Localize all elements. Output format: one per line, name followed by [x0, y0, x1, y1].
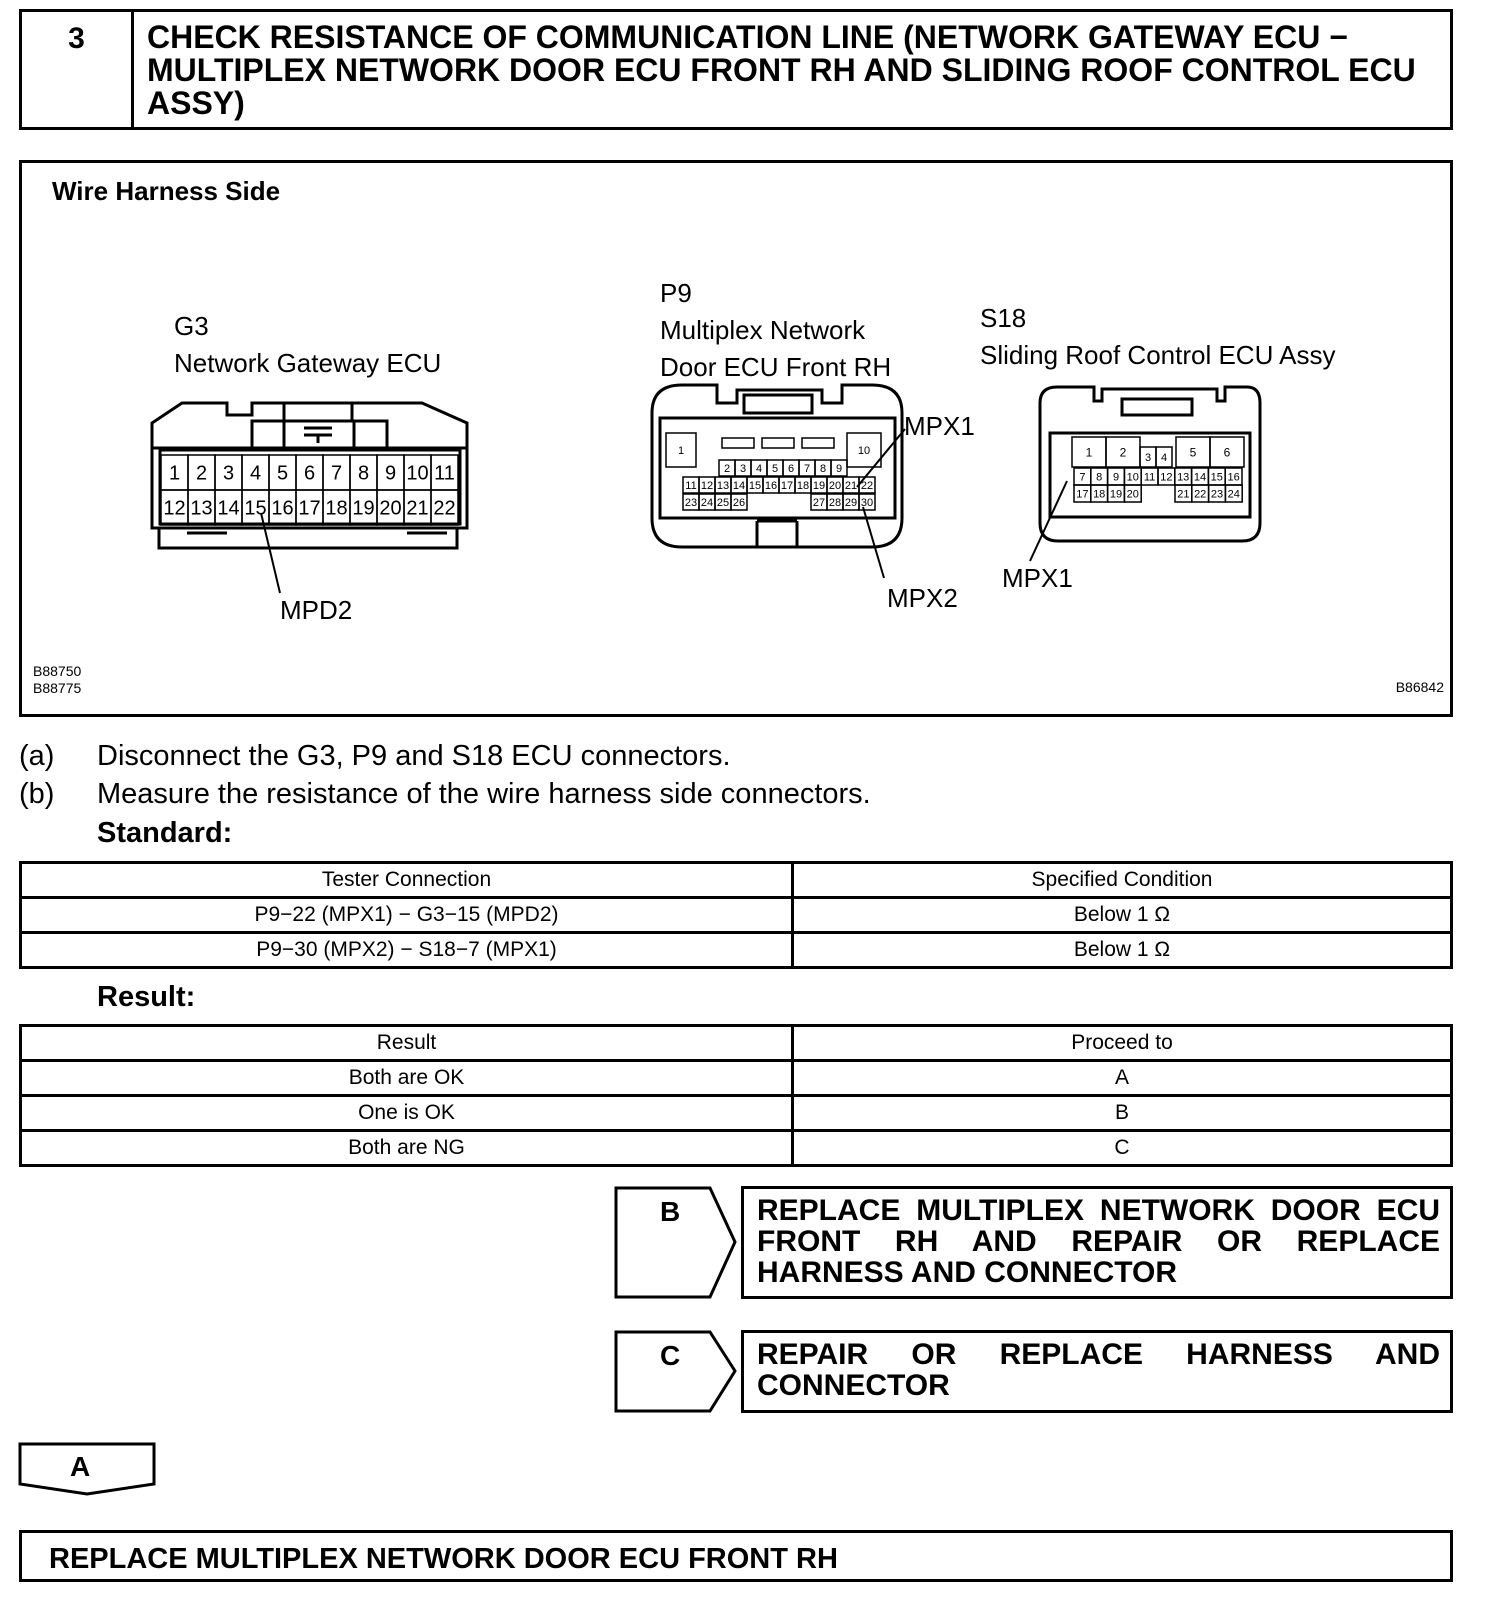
- branch-b-action: [741, 1186, 1453, 1299]
- step-header: [19, 9, 1453, 130]
- p9-pin-label: 12: [700, 479, 714, 492]
- s18-pin-label: 18: [1093, 488, 1106, 501]
- table-cell: Below 1 Ω: [793, 898, 1452, 933]
- p9-pin-label: 2: [723, 462, 731, 475]
- g3-pin-label: 10: [406, 462, 429, 485]
- g3-pin-label: 13: [190, 497, 213, 520]
- p9-pin-label: 20: [828, 479, 842, 492]
- table-cell: Both are OK: [21, 1061, 793, 1096]
- g3-pin-label: 21: [406, 497, 429, 520]
- s18-pin-label: 22: [1194, 488, 1207, 501]
- s18-name: Sliding Roof Control ECU Assy: [980, 340, 1336, 370]
- g3-pin-grid: [161, 455, 458, 525]
- g3-pin-label: 22: [433, 497, 456, 520]
- p9-pin-label: 22: [860, 479, 874, 492]
- g3-pin-label: 11: [434, 462, 455, 485]
- branch-c-line2: CONNECTOR: [757, 1369, 950, 1402]
- g3-pin-label: 7: [330, 462, 343, 485]
- s18-pin-label: 13: [1177, 471, 1190, 484]
- figure-code-left-2: B88775: [33, 680, 82, 696]
- table-header-cell: Result: [21, 1026, 793, 1061]
- p9-pin-label: 29: [844, 496, 858, 509]
- p9-slot-cell: [722, 438, 754, 448]
- p9-pin-label: 14: [732, 479, 746, 492]
- instruction-a-label: (a): [19, 740, 55, 772]
- step-number: 3: [22, 12, 134, 127]
- p9-pin-label: 27: [812, 496, 826, 509]
- s18-pin-label: 24: [1227, 488, 1240, 501]
- g3-pin-label: 4: [249, 462, 262, 485]
- s18-pin-label: 17: [1076, 488, 1089, 501]
- figure-title: Wire Harness Side: [52, 176, 281, 206]
- g3-pin-label: 17: [298, 497, 321, 520]
- instruction-a-text: Disconnect the G3, P9 and S18 ECU connectors.: [97, 740, 731, 772]
- standard-heading: Standard:: [97, 817, 233, 849]
- s18-pin-label: 23: [1210, 488, 1224, 501]
- g3-pin-label: 20: [379, 497, 402, 520]
- p9-pin-label: 17: [780, 479, 794, 492]
- g3-pin-label: 1: [168, 462, 181, 485]
- g3-pin-label: 14: [217, 497, 240, 520]
- s18-pin-label: 4: [1160, 451, 1168, 464]
- s18-pin-label: 12: [1160, 471, 1173, 484]
- table-row: [21, 933, 1452, 968]
- s18-pin-label: 11: [1143, 471, 1156, 484]
- table-row: [21, 1061, 1452, 1096]
- p9-pin-label: 21: [844, 479, 858, 492]
- branch-c-line1: REPAIR OR REPLACE HARNESS AND: [757, 1338, 1440, 1371]
- p9-slot-cell: [802, 438, 834, 448]
- branch-b-label: B: [660, 1196, 681, 1227]
- s18-pin-label: 6: [1223, 445, 1231, 460]
- s18-pin-label: 19: [1109, 488, 1123, 501]
- s18-pin-label: 7: [1079, 471, 1086, 484]
- s18-pin-label: 3: [1144, 451, 1152, 464]
- result-table: [19, 1024, 1453, 1167]
- s18-pin-label: 10: [1126, 471, 1139, 484]
- g3-pin-label: 12: [163, 497, 186, 520]
- table-cell: P9−30 (MPX2) − S18−7 (MPX1): [21, 933, 793, 968]
- s18-pin-label: 5: [1189, 445, 1197, 460]
- table-cell: Both are NG: [21, 1131, 793, 1166]
- p9-pin-label: 18: [796, 479, 810, 492]
- table-row: [21, 1096, 1452, 1131]
- p9-pin-grid: [666, 433, 881, 510]
- p9-pin-label: 4: [755, 462, 763, 475]
- p9-pin-label: 8: [819, 462, 827, 475]
- table-cell: One is OK: [21, 1096, 793, 1131]
- table-row: [21, 898, 1452, 933]
- table-cell: P9−22 (MPX1) − G3−15 (MPD2): [21, 898, 793, 933]
- p9-pin-label: 28: [828, 496, 842, 509]
- wiring-figure: [19, 160, 1453, 717]
- p9-pin-label: 25: [716, 496, 730, 509]
- p9-callout-mpx2: MPX2: [887, 583, 958, 613]
- p9-pin-label: 7: [803, 462, 811, 475]
- final-action: REPLACE MULTIPLEX NETWORK DOOR ECU FRONT RH: [19, 1530, 1453, 1582]
- p9-slot-cell: [762, 438, 794, 448]
- table-cell: B: [793, 1096, 1452, 1131]
- g3-pin-label: 9: [384, 462, 397, 485]
- table-header-cell: Specified Condition: [793, 863, 1452, 898]
- g3-pin-label: 15: [244, 497, 267, 520]
- p9-pin-label: 6: [787, 462, 795, 475]
- g3-pin-label: 19: [352, 497, 375, 520]
- g3-code: G3: [174, 311, 209, 341]
- s18-pin-label: 14: [1193, 471, 1207, 484]
- g3-pin-label: 5: [276, 462, 289, 485]
- branch-c-label: C: [660, 1340, 681, 1371]
- table-header-cell: Proceed to: [793, 1026, 1452, 1061]
- p9-pin-label: 3: [739, 462, 747, 475]
- table-header-row: [21, 863, 1452, 898]
- g3-pin-label: 6: [303, 462, 316, 485]
- s18-pin-label: 1: [1085, 445, 1093, 460]
- p9-pin-label: 16: [764, 479, 778, 492]
- s18-pin-label: 2: [1119, 445, 1127, 460]
- table-header-row: [21, 1026, 1452, 1061]
- s18-pin-label: 21: [1177, 488, 1190, 501]
- g3-name: Network Gateway ECU: [174, 348, 442, 378]
- p9-pin-label: 26: [732, 496, 746, 509]
- p9-pin-label: 5: [771, 462, 779, 475]
- g3-pin-label: 2: [195, 462, 208, 485]
- s18-pin-label: 16: [1227, 471, 1240, 484]
- p9-callout-mpx1: MPX1: [904, 411, 975, 441]
- figure-code-left-1: B88750: [33, 663, 82, 679]
- p9-pin-label: 24: [700, 496, 714, 509]
- p9-pin-label: 9: [835, 462, 843, 475]
- instruction-b-text: Measure the resistance of the wire harness side connectors.: [97, 778, 871, 810]
- branch-b-line3: HARNESS AND CONNECTOR: [757, 1256, 1178, 1289]
- p9-pin-label: 1: [677, 444, 685, 457]
- s18-pin-label: 8: [1096, 471, 1103, 484]
- standard-table: [19, 861, 1453, 969]
- s18-pin-label: 9: [1112, 471, 1120, 484]
- connector-drawings: [22, 163, 1450, 714]
- p9-pin-label: 23: [684, 496, 698, 509]
- branch-b-line2: FRONT RH AND REPAIR OR REPLACE: [757, 1225, 1440, 1258]
- result-heading: Result:: [97, 981, 196, 1013]
- p9-pin-label: 30: [860, 496, 874, 509]
- s18-pin-label: 15: [1210, 471, 1223, 484]
- g3-pin-label: 8: [357, 462, 370, 485]
- figure-code-right: B86842: [1395, 679, 1444, 695]
- s18-code: S18: [980, 303, 1027, 333]
- p9-pin-label: 10: [857, 444, 871, 457]
- p9-pin-label: 11: [685, 479, 697, 492]
- instruction-b-label: (b): [19, 778, 55, 810]
- g3-pin-label: 3: [222, 462, 235, 485]
- step-title: CHECK RESISTANCE OF COMMUNICATION LINE (NETWORK GATEWAY ECU − MULTIPLEX NETWORK DOOR ECU FRONT RH AND SLIDING ROOF CONTROL ECU ASSY): [147, 19, 1416, 121]
- p9-pin-label: 19: [812, 479, 826, 492]
- p9-pin-label: 15: [748, 479, 762, 492]
- table-cell: Below 1 Ω: [793, 933, 1452, 968]
- p9-name-line1: Multiplex Network: [660, 315, 866, 345]
- s18-pin-label: 20: [1126, 488, 1139, 501]
- table-cell: A: [793, 1061, 1452, 1096]
- p9-pin-label: 13: [716, 479, 730, 492]
- s18-callout-mpx1: MPX1: [1002, 563, 1073, 593]
- branch-b-line1: REPLACE MULTIPLEX NETWORK DOOR ECU: [757, 1194, 1440, 1227]
- p9-code: P9: [660, 278, 692, 308]
- g3-pin-label: 16: [271, 497, 294, 520]
- branch-c-action: [741, 1330, 1453, 1413]
- s18-pin-grid: [1072, 437, 1244, 502]
- branch-a-label: A: [70, 1451, 91, 1482]
- table-header-cell: Tester Connection: [21, 863, 793, 898]
- g3-callout-mpd2: MPD2: [280, 595, 353, 625]
- table-row: [21, 1131, 1452, 1166]
- g3-pin-label: 18: [325, 497, 348, 520]
- table-cell: C: [793, 1131, 1452, 1166]
- p9-name-line2: Door ECU Front RH: [660, 352, 892, 382]
